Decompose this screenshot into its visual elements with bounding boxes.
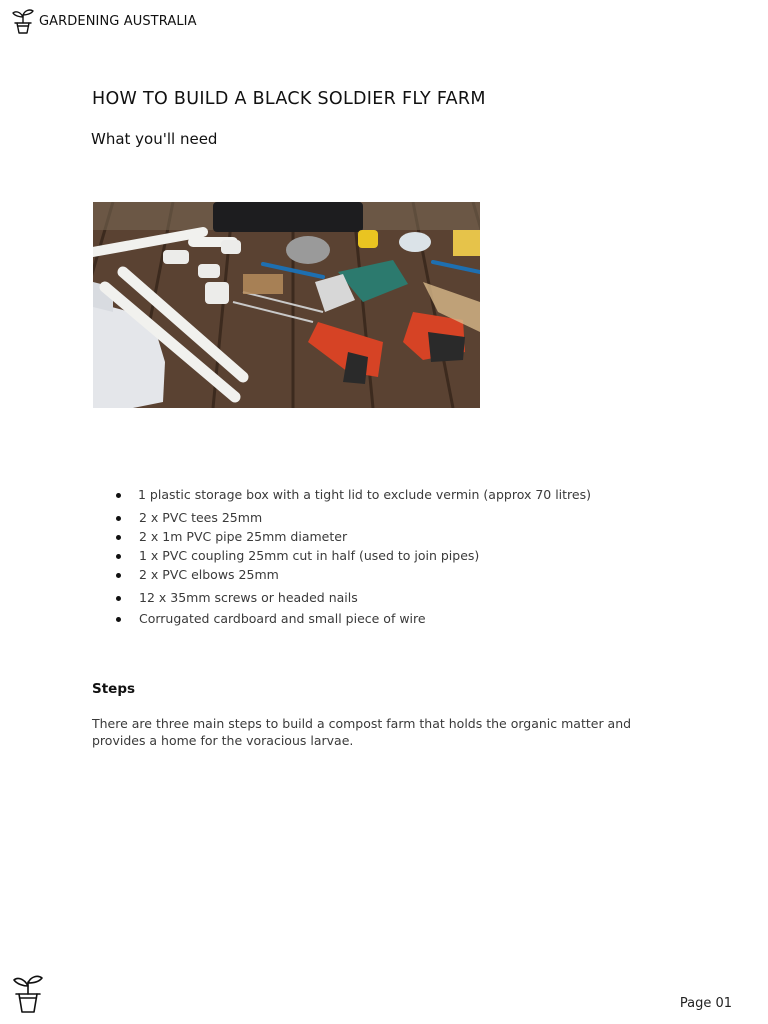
brand-name: GARDENING AUSTRALIA <box>39 13 197 29</box>
section-subtitle: What you'll need <box>91 130 218 148</box>
bullet-icon <box>116 535 121 540</box>
potted-plant-icon <box>11 7 35 35</box>
bullet-icon <box>116 596 121 601</box>
potted-plant-icon <box>11 972 45 1014</box>
bullet-icon <box>116 493 121 498</box>
page-header <box>11 7 197 35</box>
page-title: HOW TO BUILD A BLACK SOLDIER FLY FARM <box>92 89 486 109</box>
steps-paragraph: There are three main steps to build a compost farm that holds the organic matter and provides a home for the voracious larvae. <box>92 716 632 748</box>
bullet-icon <box>116 573 121 578</box>
materials-photo <box>93 202 480 408</box>
bullet-icon <box>116 554 121 559</box>
bullet-icon <box>116 516 121 521</box>
page-number: Page 01 <box>679 996 732 1011</box>
steps-heading: Steps <box>92 681 136 697</box>
bullet-icon <box>116 617 121 622</box>
